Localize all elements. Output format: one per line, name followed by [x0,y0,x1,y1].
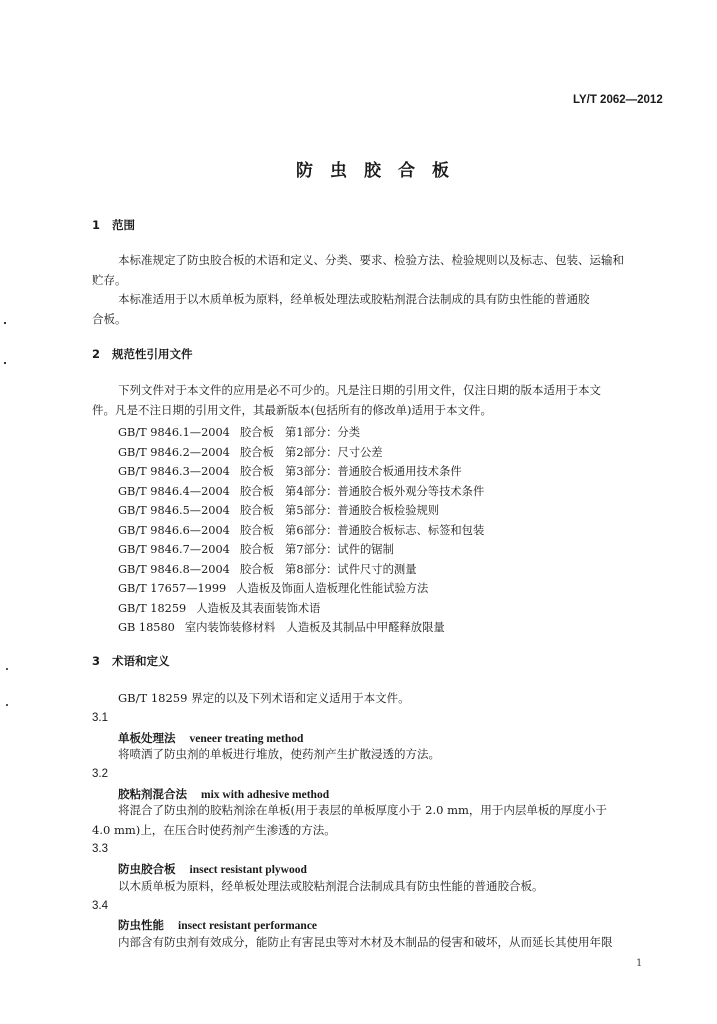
term-en: mix with adhesive method [201,789,330,801]
term-number: 3.2 [92,768,108,780]
page-title: 防虫胶合板 [296,161,466,181]
term-en: insect resistant plywood [189,864,307,876]
term-en: veneer treating method [189,733,304,745]
paragraph-line: 本标准规定了防虫胶合板的术语和定义、分类、要求、检验方法、检验规则以及标志、包装、运输和 [118,253,624,267]
reference-item [118,501,439,521]
reference-code: GB/T 9846.4—2004 [118,484,230,498]
reference-title: 胶合板 第3部分：普通胶合板通用技术条件 [239,465,462,478]
scan-speck [6,704,8,706]
section-title: 规范性引用文件 [112,347,193,361]
reference-item [118,560,417,580]
section-3-heading [92,653,170,669]
paragraph-line: 件。凡是不注日期的引用文件，其最新版本(包括所有的修改单)适用于本文件。 [92,403,492,417]
reference-title: 胶合板 第4部分：普通胶合板外观分等技术条件 [239,484,485,498]
term-zh: 防虫性能 [118,918,164,932]
paragraph-line: GB/T 18259 界定的以及下列术语和定义适用于本文件。 [118,691,410,705]
reference-code: GB/T 9846.1—2004 [118,426,230,439]
reference-title: 人造板及其表面装饰术语 [196,601,321,615]
section-number: 2 [92,347,101,361]
reference-title: 胶合板 第8部分：试件尺寸的测量 [239,562,417,576]
section-title: 范围 [112,218,135,232]
reference-title: 胶合板 第2部分：尺寸公差 [239,445,383,459]
reference-title: 胶合板 第5部分：普通胶合板检验规则 [239,504,440,517]
reference-title: 室内装饰装修材料 人造板及其制品中甲醛释放限量 [184,621,445,634]
reference-code: GB/T 9846.6—2004 [118,523,230,537]
term-zh: 胶粘剂混合法 [118,787,187,801]
term-zh: 单板处理法 [118,731,176,745]
reference-code: GB 18580 [118,621,175,634]
scan-speck [6,668,8,670]
page-number: 1 [636,958,643,969]
reference-item [118,482,484,502]
section-number: 3 [92,654,101,668]
term-definition: 将混合了防虫剂的胶粘剂涂在单板(用于表层的单板厚度小于 2.0 mm，用于内层单板的厚度小于 [118,803,607,817]
reference-title: 胶合板 第7部分：试件的锯制 [239,543,394,556]
reference-item [118,423,360,443]
term-number: 3.3 [92,843,108,855]
reference-code: GB/T 9846.8—2004 [118,562,230,576]
reference-item [118,540,394,560]
reference-code: GB/T 9846.2—2004 [118,445,230,459]
reference-title: 人造板及饰面人造板理化性能试验方法 [236,582,429,595]
reference-title: 胶合板 第1部分：分类 [239,426,361,439]
term-en: insect resistant performance [178,920,318,932]
section-title: 术语和定义 [112,654,170,668]
paragraph-line: 下列文件对于本文件的应用是必不可少的。凡是注日期的引用文件，仅注日期的版本适用于本文 [118,383,601,397]
standard-code: LY/T 2062—2012 [573,94,663,106]
scan-speck [4,322,6,324]
paragraph-line: 合板。 [92,312,127,326]
reference-item [118,521,484,541]
reference-code: GB/T 17657—1999 [118,582,227,595]
reference-item [118,462,462,482]
term-number: 3.4 [92,900,108,912]
reference-item [118,599,320,619]
reference-title: 胶合板 第6部分：普通胶合板标志、标签和包装 [239,523,485,537]
paragraph-line: 贮存。 [92,273,127,287]
section-2-heading [92,346,193,362]
term-definition: 内部含有防虫剂有效成分，能防止有害昆虫等对木材及木制品的侵害和破坏，从而延长其使用年限 [118,935,613,949]
reference-code: GB/T 18259 [118,601,187,615]
term-zh: 防虫胶合板 [118,862,176,876]
term-definition: 将喷洒了防虫剂的单板进行堆放，使药剂产生扩散浸透的方法。 [118,747,440,761]
reference-code: GB/T 9846.5—2004 [118,504,230,517]
reference-code: GB/T 9846.3—2004 [118,465,230,478]
reference-item [118,443,383,463]
term-number: 3.1 [92,712,108,724]
term-definition: 4.0 mm)上，在压合时使药剂产生渗透的方法。 [92,823,336,837]
term-heading [118,861,307,877]
section-1-heading [92,217,135,233]
paragraph-line: 本标准适用于以木质单板为原料，经单板处理法或胶粘剂混合法制成的具有防虫性能的普通胶 [118,292,590,306]
scan-speck [4,362,6,364]
section-number: 1 [92,218,101,232]
reference-code: GB/T 9846.7—2004 [118,543,230,556]
term-definition: 以木质单板为原料，经单板处理法或胶粘剂混合法制成具有防虫性能的普通胶合板。 [118,879,544,893]
reference-item [118,579,428,599]
reference-item [118,618,445,638]
term-heading [118,917,317,933]
